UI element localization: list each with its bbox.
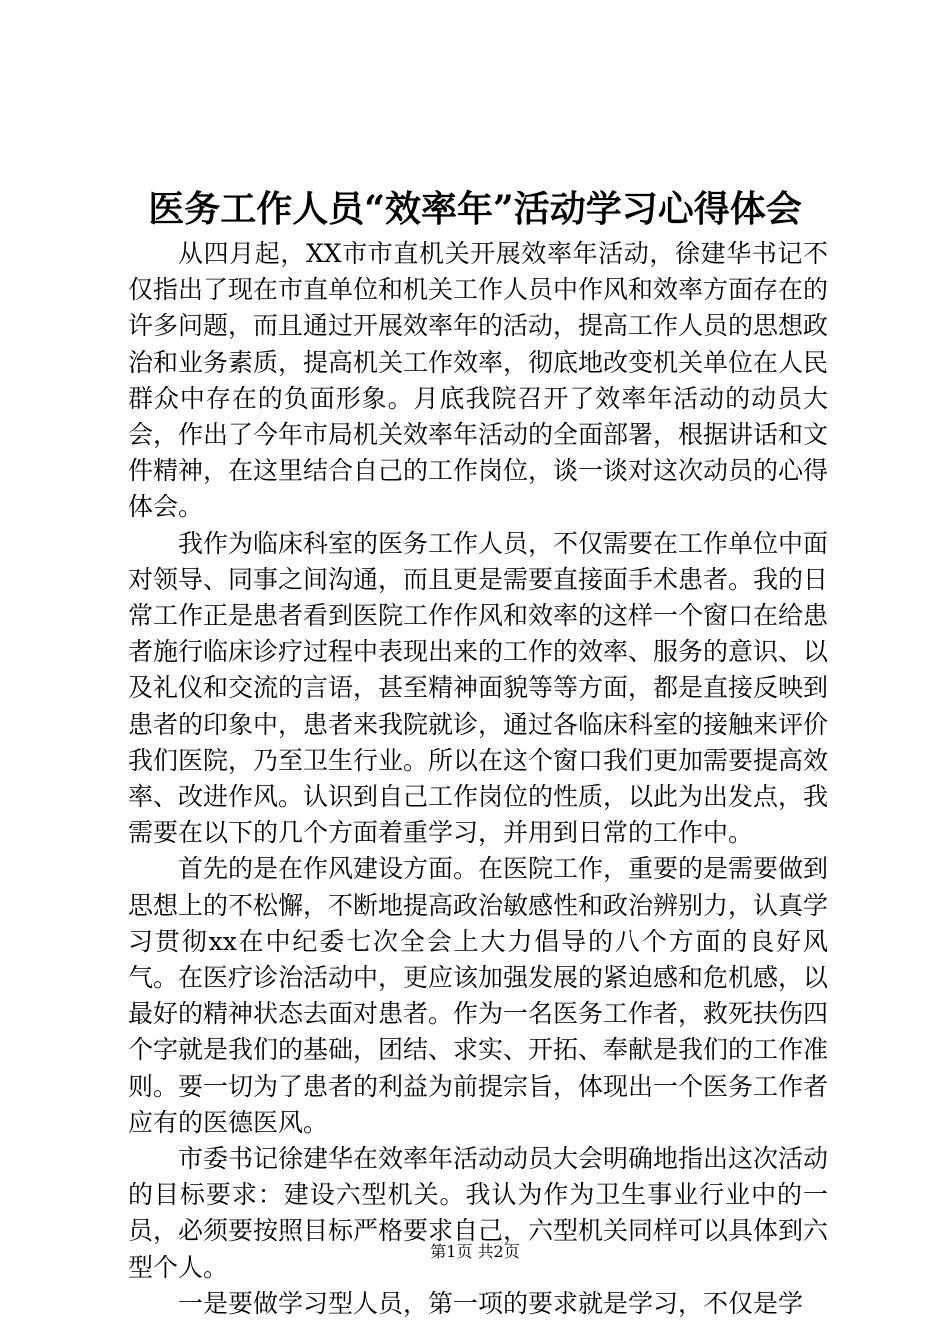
paragraph: 首先的是在作风建设方面。在医院工作，重要的是需要做到思想上的不松懈，不断地提高政治敏感性和政治辨别力，认真学习贯彻xx在中纪委七次全会上大力倡导的八个方面的良好风气。在医疗诊治活动中，更应该加强发展的紧迫感和危机感，以最好的精神状态去面对患者。作为一名医务工作者，救死扶伤四个字就是我们的基础，团结、求实、开拓、奉献是我们的工作准则。要一切为了患者的利益为前提宗旨，体现出一个医务工作者应有的医德医风。 xyxy=(128,854,829,1137)
paragraph: 市委书记徐建华在效率年活动动员大会明确地指出这次活动的目标要求：建设六型机关。我认为作为卫生事业行业中的一员，必须要按照目标严格要求自己，六型机关同样可以具体到六型个人。 xyxy=(128,1144,829,1282)
document-title: 医务工作人员“效率年”活动学习心得体会 xyxy=(148,188,802,230)
page-number-footer: 第1页 共2页 xyxy=(430,1242,520,1261)
paragraph: 一是要做学习型人员，第一项的要求就是学习，不仅是学 xyxy=(178,1288,804,1318)
paragraph: 我作为临床科室的医务工作人员，不仅需要在工作单位中面对领导、同事之间沟通，而且更是需要直接面手术患者。我的日常工作正是患者看到医院工作作风和效率的这样一个窗口在给患者施行临床诊疗过程中表现出来的工作的效率、服务的意识、以及礼仪和交流的言语，甚至精神面貌等等方面，都是直接反映到患者的印象中，患者来我院就诊，通过各临床科室的接触来评价我们医院，乃至卫生行业。所以在这个窗口我们更加需要提高效率、改进作风。认识到自己工作岗位的性质，以此为出发点，我需要在以下的几个方面着重学习，并用到日常的工作中。 xyxy=(128,528,829,848)
document-body xyxy=(128,236,828,1322)
paragraph: 从四月起，XX市市直机关开展效率年活动，徐建华书记不仅指出了现在市直单位和机关工作人员中作风和效率方面存在的许多问题，而且通过开展效率年的活动，提高工作人员的思想政治和业务素质，提高机关工作效率，彻底地改变机关单位在人民群众中存在的负面形象。月底我院召开了效率年活动的动员大会，作出了今年市局机关效率年活动的全面部署，根据讲话和文件精神，在这里结合自己的工作岗位，谈一谈对这次动员的心得体会。 xyxy=(128,239,829,522)
